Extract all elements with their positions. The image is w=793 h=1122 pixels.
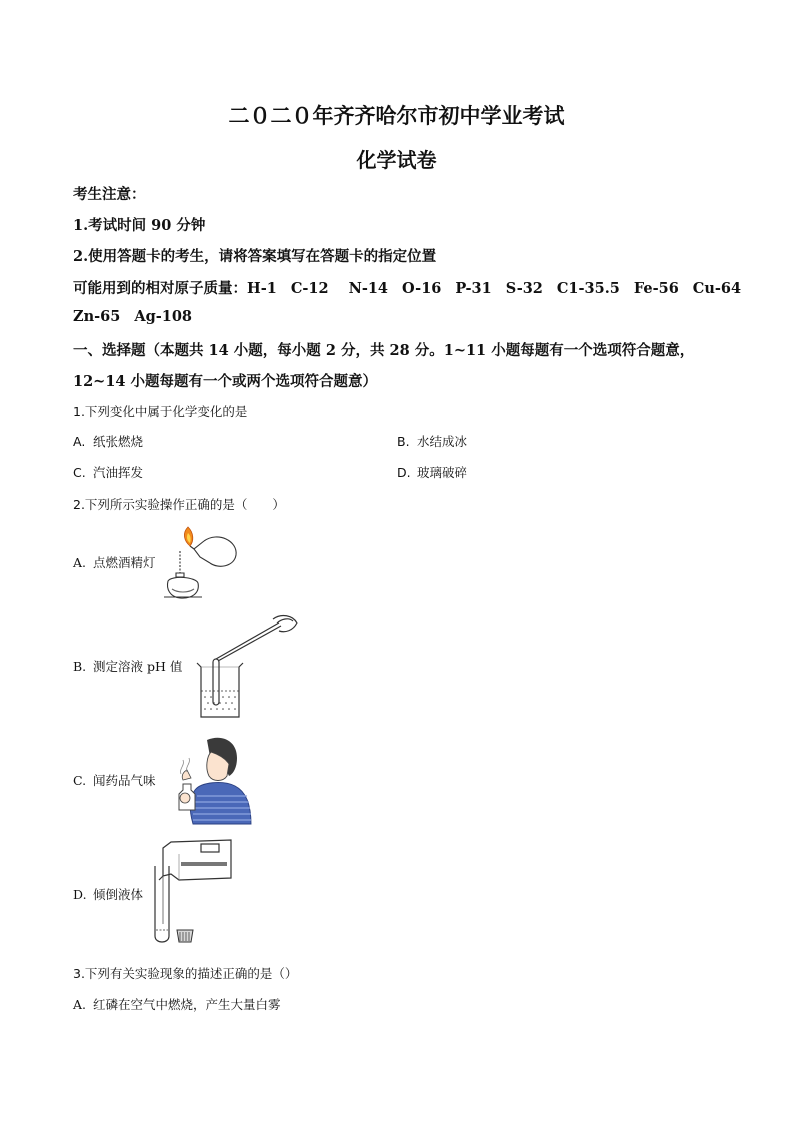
exam-title: 二０二０年齐齐哈尔市初中学业考试 — [228, 103, 565, 128]
atomic-mass: H-1 — [247, 280, 277, 297]
atomic-mass: O-16 — [402, 280, 442, 297]
question-2-stem: 2.下列所示实验操作正确的是（ ） — [73, 497, 285, 512]
notice-heading: 考生注意： — [73, 186, 146, 203]
option-text: 倾倒液体 — [93, 887, 144, 902]
ph-test-beaker-illustration — [193, 609, 303, 721]
atomic-mass: P-31 — [455, 280, 492, 297]
option-text: 闻药品气味 — [93, 773, 156, 788]
option-label: C. — [73, 465, 86, 480]
option-label: A. — [73, 434, 86, 449]
atomic-mass: C-12 — [290, 280, 329, 297]
notice-item-2: 2.使用答题卡的考生，请将答案填写在答题卡的指定位置 — [73, 248, 437, 265]
option-label: C. — [73, 773, 87, 788]
option-text: 点燃酒精灯 — [93, 555, 156, 570]
atomic-mass: Cu-64 — [692, 280, 742, 297]
option-label: A. — [73, 555, 87, 570]
exam-subtitle: 化学试卷 — [356, 148, 437, 172]
q1-option-c — [73, 463, 143, 481]
option-text: 汽油挥发 — [93, 465, 144, 480]
atomic-mass: C1-35.5 — [556, 280, 620, 297]
q1-option-a — [73, 432, 143, 450]
q2-option-b — [73, 657, 182, 675]
smelling-chemical-illustration — [173, 734, 253, 826]
option-text: 玻璃破碎 — [417, 465, 468, 480]
atomic-mass: N-14 — [348, 280, 389, 297]
option-label: B. — [73, 659, 87, 674]
question-1-stem: 1.下列变化中属于化学变化的是 — [73, 404, 248, 419]
section-heading-line-2: 12~14 小题每题有一个或两个选项符合题意） — [73, 373, 378, 390]
option-label: D. — [73, 887, 87, 902]
option-label: B. — [397, 434, 410, 449]
alcohol-lamp-lighting-illustration — [160, 519, 242, 603]
q3-option-a — [73, 995, 281, 1013]
option-text: 测定溶液 pH 值 — [93, 659, 183, 674]
pouring-liquid-illustration — [149, 836, 235, 948]
atomic-mass: Ag-108 — [134, 308, 193, 325]
q1-option-d — [397, 463, 467, 481]
question-3-stem: 3.下列有关实验现象的描述正确的是（） — [73, 966, 298, 981]
q2-option-c — [73, 771, 156, 789]
q2-option-a — [73, 553, 156, 571]
atomic-masses-line — [73, 277, 741, 298]
option-label: D. — [397, 465, 411, 480]
atomic-mass: Fe-56 — [633, 280, 679, 297]
option-text: 水结成冰 — [417, 434, 468, 449]
section-heading-line-1: 一、选择题（本题共 14 小题，每小题 2 分，共 28 分。1~11 小题每题有一个选项符合题意， — [73, 342, 695, 359]
q2-option-d — [73, 885, 143, 903]
atomic-masses-line-2 — [73, 308, 206, 325]
atomic-mass: Zn-65 — [73, 308, 121, 325]
atomic-masses-prefix: 可能用到的相对原子质量： — [73, 280, 247, 297]
q1-option-b — [397, 432, 467, 450]
option-text: 红磷在空气中燃烧，产生大量白雾 — [93, 997, 281, 1012]
option-text: 纸张燃烧 — [93, 434, 144, 449]
atomic-mass: S-32 — [505, 280, 543, 297]
notice-item-1: 1.考试时间 90 分钟 — [73, 217, 206, 234]
option-label: A. — [73, 997, 87, 1012]
